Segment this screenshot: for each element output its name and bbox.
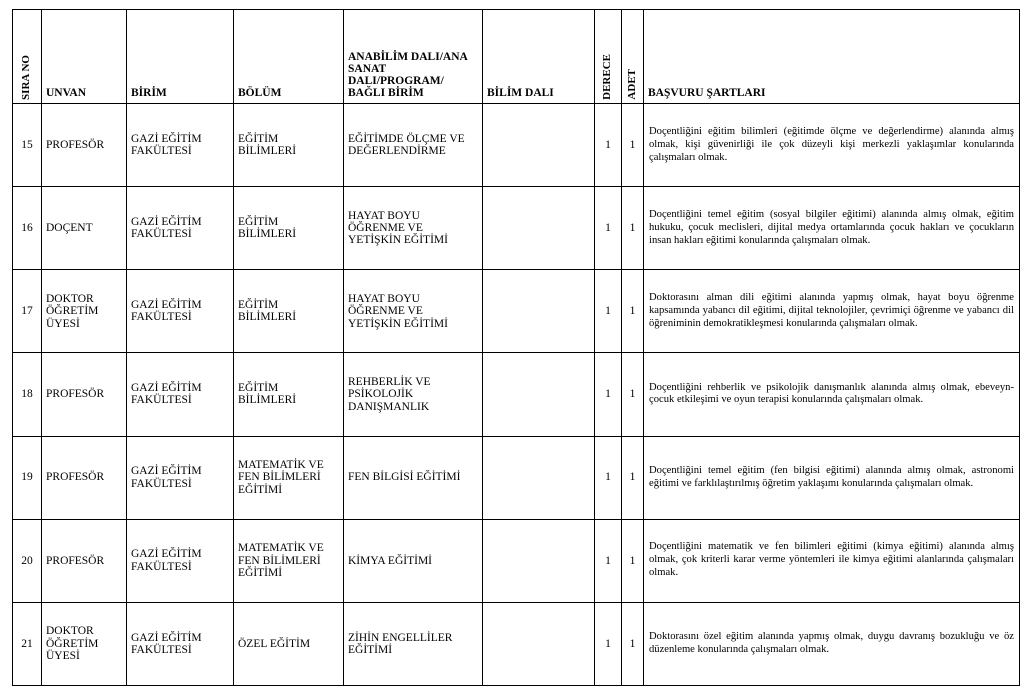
cell-birim: GAZİ EĞİTİM FAKÜLTESİ <box>127 187 234 270</box>
cell-birim: GAZİ EĞİTİM FAKÜLTESİ <box>127 519 234 602</box>
cell-sartlar: Doktorasını özel eğitim alanında yapmış olmak, duygu davranış bozukluğu ve öz düzenleme konularında çalışmaları olmak. <box>644 602 1020 685</box>
cell-unvan: PROFESÖR <box>42 353 127 436</box>
table-row <box>13 270 1020 353</box>
cell-unvan: PROFESÖR <box>42 436 127 519</box>
cell-birim: GAZİ EĞİTİM FAKÜLTESİ <box>127 436 234 519</box>
cell-bolum: ÖZEL EĞİTİM <box>234 602 344 685</box>
table-row <box>13 104 1020 187</box>
cell-bilim-dali <box>483 519 595 602</box>
header-adet: ADET <box>622 10 644 104</box>
cell-bilim-dali <box>483 104 595 187</box>
cell-unvan: DOÇENT <box>42 187 127 270</box>
cell-bolum: EĞİTİM BİLİMLERİ <box>234 104 344 187</box>
cell-bilim-dali <box>483 436 595 519</box>
cell-anabilim: ZİHİN ENGELLİLER EĞİTİMİ <box>344 602 483 685</box>
header-sira-no: SIRA NO <box>13 10 42 104</box>
cell-sartlar: Doçentliğini matematik ve fen bilimleri eğitimi (kimya eğitimi) alanında almış olmak, çok kriterli karar verme yöntemleri ile kimya eğitimi alanlarında çalışmaları olmak. <box>644 519 1020 602</box>
cell-sartlar: Doçentliğini eğitim bilimleri (eğitimde ölçme ve değerlendirme) alanında almış olmak, kişi güvenirliği ile çok düzeyli kişi merkezli yaklaşımlar konularında çalışmaları olmak. <box>644 104 1020 187</box>
cell-sira: 16 <box>13 187 42 270</box>
cell-sira: 15 <box>13 104 42 187</box>
cell-birim: GAZİ EĞİTİM FAKÜLTESİ <box>127 602 234 685</box>
cell-sartlar: Doktorasını alman dili eğitimi alanında yapmış olmak, hayat boyu öğrenme kapsamında yabancı dil eğitimi, dijital teknolojiler, çevrimiçi öğrenme ve yabancı dil öğreniminin demokratikleşmesi konularında çalışmaları olmak. <box>644 270 1020 353</box>
cell-sira: 17 <box>13 270 42 353</box>
cell-derece: 1 <box>595 270 622 353</box>
cell-anabilim: KİMYA EĞİTİMİ <box>344 519 483 602</box>
cell-anabilim: EĞİTİMDE ÖLÇME VE DEĞERLENDİRME <box>344 104 483 187</box>
cell-adet: 1 <box>622 602 644 685</box>
cell-adet: 1 <box>622 104 644 187</box>
cell-adet: 1 <box>622 187 644 270</box>
cell-bolum: EĞİTİM BİLİMLERİ <box>234 270 344 353</box>
cell-adet: 1 <box>622 270 644 353</box>
table-row <box>13 436 1020 519</box>
table-row <box>13 602 1020 685</box>
cell-bilim-dali <box>483 353 595 436</box>
cell-anabilim: HAYAT BOYU ÖĞRENME VE YETİŞKİN EĞİTİMİ <box>344 270 483 353</box>
cell-bolum: EĞİTİM BİLİMLERİ <box>234 187 344 270</box>
header-anabilim: ANABİLİM DALI/ANA SANAT DALI/PROGRAM/ BAĞLI BİRİM <box>344 10 483 104</box>
cell-derece: 1 <box>595 436 622 519</box>
cell-bolum: MATEMATİK VE FEN BİLİMLERİ EĞİTİMİ <box>234 519 344 602</box>
cell-bilim-dali <box>483 602 595 685</box>
cell-birim: GAZİ EĞİTİM FAKÜLTESİ <box>127 270 234 353</box>
cell-derece: 1 <box>595 187 622 270</box>
cell-anabilim: FEN BİLGİSİ EĞİTİMİ <box>344 436 483 519</box>
header-basvuru-sartlari: BAŞVURU ŞARTLARI <box>644 10 1020 104</box>
cell-sira: 20 <box>13 519 42 602</box>
cell-unvan: PROFESÖR <box>42 519 127 602</box>
cell-bolum: EĞİTİM BİLİMLERİ <box>234 353 344 436</box>
cell-derece: 1 <box>595 104 622 187</box>
cell-sartlar: Doçentliğini rehberlik ve psikolojik danışmanlık alanında almış olmak, ebeveyn-çocuk etkileşimi ve oyun terapisi konularında çalışmaları olmak. <box>644 353 1020 436</box>
positions-table <box>12 9 1020 686</box>
cell-sartlar: Doçentliğini temel eğitim (fen bilgisi eğitimi) alanında almış olmak, astronomi eğitimi ve farklılaştırılmış öğretim yaklaşımı konularında çalışmaları olmak. <box>644 436 1020 519</box>
header-unvan: UNVAN <box>42 10 127 104</box>
cell-sira: 21 <box>13 602 42 685</box>
cell-sira: 19 <box>13 436 42 519</box>
cell-unvan: DOKTOR ÖĞRETİM ÜYESİ <box>42 602 127 685</box>
cell-adet: 1 <box>622 353 644 436</box>
table-header-row <box>13 10 1020 104</box>
header-bolum: BÖLÜM <box>234 10 344 104</box>
cell-bolum: MATEMATİK VE FEN BİLİMLERİ EĞİTİMİ <box>234 436 344 519</box>
cell-derece: 1 <box>595 602 622 685</box>
header-birim: BİRİM <box>127 10 234 104</box>
cell-adet: 1 <box>622 519 644 602</box>
cell-bilim-dali <box>483 187 595 270</box>
cell-sira: 18 <box>13 353 42 436</box>
cell-unvan: DOKTOR ÖĞRETİM ÜYESİ <box>42 270 127 353</box>
header-derece: DERECE <box>595 10 622 104</box>
table-row <box>13 353 1020 436</box>
table-row <box>13 519 1020 602</box>
table-row <box>13 187 1020 270</box>
cell-birim: GAZİ EĞİTİM FAKÜLTESİ <box>127 104 234 187</box>
cell-bilim-dali <box>483 270 595 353</box>
cell-birim: GAZİ EĞİTİM FAKÜLTESİ <box>127 353 234 436</box>
header-bilim-dali: BİLİM DALI <box>483 10 595 104</box>
cell-adet: 1 <box>622 436 644 519</box>
cell-sartlar: Doçentliğini temel eğitim (sosyal bilgiler eğitimi) alanında almış olmak, eğitim hukuku, çocuk meclisleri, dijital medya ortamlarında çocuk hakları ve çocukların insan hakları eğitimi konularında çalışmaları olmak. <box>644 187 1020 270</box>
cell-anabilim: REHBERLİK VE PSİKOLOJİK DANIŞMANLIK <box>344 353 483 436</box>
cell-derece: 1 <box>595 519 622 602</box>
cell-derece: 1 <box>595 353 622 436</box>
cell-anabilim: HAYAT BOYU ÖĞRENME VE YETİŞKİN EĞİTİMİ <box>344 187 483 270</box>
cell-unvan: PROFESÖR <box>42 104 127 187</box>
